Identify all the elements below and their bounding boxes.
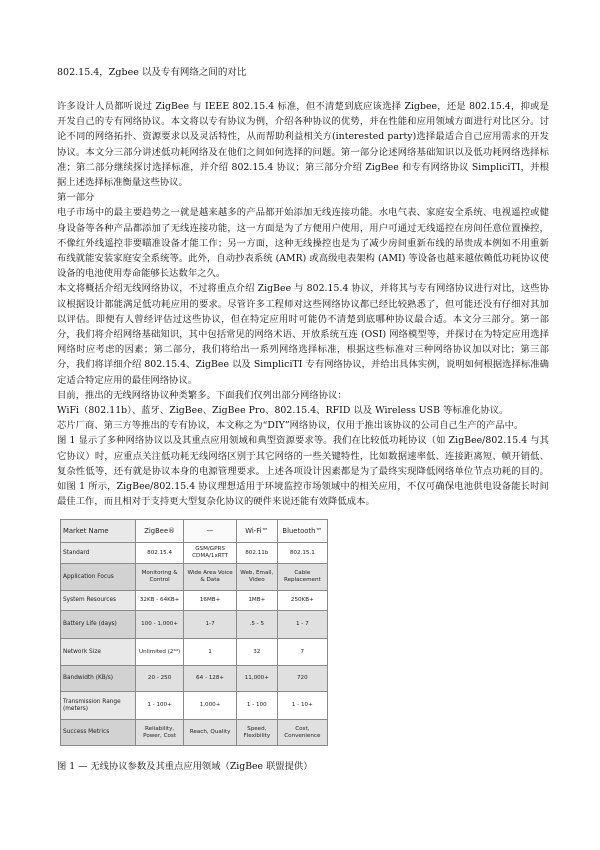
table-row	[61, 543, 328, 564]
table-cell: 1MB+	[236, 591, 277, 611]
table-row	[61, 611, 328, 639]
header-cellular: —	[184, 520, 237, 543]
document-title: 802.15.4，Zgbee 以及专有网络之间的对比	[57, 67, 247, 78]
table-cell: 1 - 7	[277, 611, 327, 639]
table-row	[61, 591, 328, 611]
figure-caption: 图 1 — 无线协议参数及其重点应用领域（ZigBee 联盟提供）	[57, 761, 313, 773]
table-cell: GSM/GPRS CDMA/1xRTT	[184, 543, 237, 564]
figure-1	[60, 519, 328, 746]
table-cell: Cable Replacement	[277, 564, 327, 591]
table-row	[61, 666, 328, 692]
table-cell: 16MB+	[184, 591, 237, 611]
row-label-application-focus: Application Focus	[61, 564, 136, 591]
header-wifi: Wi-Fi™	[236, 520, 277, 543]
table-cell: 7	[277, 639, 327, 666]
overview-paragraph: 本文将概括介绍无线网络协议，不过将重点介绍 ZigBee 与 802.15.4 协议，并将其与专有网络协议进行对比，这些协议根据设计都能满足低功耗应用的要求。尽管许多工程师对这些网络协议都已经比较熟悉了，但可能还没有仔细对其加以评估。即便有人曾经评估过这些协议，但在特定应用时可能仍不清楚到底哪种协议最合适。本文分三部分。第一部分，我们将介绍网络基础知识，其中包括常见的网络术语、开放系统互连 (OSI) 网络模型等，并探讨在为特定应用选择网络时应考虑的因素；第二部分，我们将给出一系列网络选择标准，根据这些标准对三种网络协议加以对比；第三部分，我们将详细介绍 802.15.4、ZigBee 以及 SimpliciTI 专有网络协议，并给出具体实例，说明如何根据选择标准确定适合特定应用的最佳网络协议。	[57, 283, 549, 386]
table-row	[61, 692, 328, 720]
table-cell: Reliability, Power, Cost	[136, 720, 184, 746]
table-cell: 1	[184, 639, 237, 666]
proprietary-protocols-line: 芯片厂商、第三方等推出的专有协议，本文称之为“DIY”网络协议，仅用于推出该协议的公司自己生产的产品中。	[57, 420, 524, 432]
table-cell: 802.15.1	[277, 543, 327, 564]
table-cell: 20 - 250	[136, 666, 184, 692]
standard-protocols-line: WiFi（802.11b）、蓝牙、ZigBee、ZigBee Pro、802.15.4、RFID 以及 Wireless USB 等标准化协议。	[57, 405, 509, 417]
table-cell: Monitoring & Control	[136, 564, 184, 591]
table-cell: 1 - 10+	[277, 692, 327, 720]
table-row	[61, 639, 328, 666]
document-page	[57, 66, 549, 783]
table-cell: 64 - 128+	[184, 666, 237, 692]
table-row	[61, 564, 328, 591]
protocol-comparison-table	[60, 519, 328, 746]
table-cell: 250KB+	[277, 591, 327, 611]
header-bluetooth: Bluetooth™	[277, 520, 327, 543]
market-trend-paragraph: 电子市场中的最主要趋势之一就是越来越多的产品都开始添加无线连接功能。水电气表、家庭安全系统、电视遥控或健身设备等各种产品都添加了无线连接功能，这一方面是为了方便用户使用，用户可通过无线遥控在房间任意位置操控，不像红外线遥控非要瞄准设备才能工作；另一方面，这种无线操控也是为了减少房间重新布线的昂贵成本例如不用重新布线就能安装家庭安全系统等。此外，自动抄表系统 (AMR) 或高级电表架构 (AMI) 等设备也越来越依赖低功耗协议使设备的电池使用寿命能够长达数年之久。	[57, 207, 549, 280]
table-cell: 1,000+	[184, 692, 237, 720]
table-row	[61, 720, 328, 746]
table-cell: Wide Area Voice & Data	[184, 564, 237, 591]
table-cell: .5 - 5	[236, 611, 277, 639]
row-label-success-metrics: Success Metrics	[61, 720, 136, 746]
table-cell: 11,000+	[236, 666, 277, 692]
row-label-system-resources: System Resources	[61, 591, 136, 611]
table-cell: Web, Email, Video	[236, 564, 277, 591]
table-cell: Reach, Quality	[184, 720, 237, 746]
table-cell: Cost, Convenience	[277, 720, 327, 746]
table-cell: 1 - 100	[236, 692, 277, 720]
table-cell: 100 - 1,000+	[136, 611, 184, 639]
intro-paragraph: 许多设计人员都听说过 ZigBee 与 IEEE 802.15.4 标准，但不清楚到底应该选择 Zigbee，还是 802.15.4，抑或是开发自己的专有网络协议。本文将以专有协议为例，介绍各种协议的优势，并在性能和应用领域方面进行对比区分。讨论不同的网络拓扑、资源要求以及灵活特性，从而帮助利益相关方(interested party)选择最适合自己应用需求的开发协议。本文分三部分讲述低功耗网络及在他们之间如何选择的问题。第一部分论述网络基础知识以及低功耗网络选择标准；第二部分继续探讨选择标准，并介绍 802.15.4 协议；第三部分介绍 ZigBee 和专有网络协议 SimpliciTI，并根据上述选择标准衡量这些协议。	[57, 101, 549, 189]
table-cell: 1-7	[184, 611, 237, 639]
table-cell: 802.11b	[236, 543, 277, 564]
row-label-battery-life: Battery Life (days)	[61, 611, 136, 639]
table-header-row	[61, 520, 328, 543]
header-zigbee: ZigBee®	[136, 520, 184, 543]
table-cell: 720	[277, 666, 327, 692]
protocol-list-intro: 目前，推出的无线网络协议种类繁多。下面我们仅列出部分网络协议：	[57, 389, 347, 401]
figure-discussion-paragraph: 图 1 显示了多种网络协议以及其重点应用领域和典型资源要求等。我们在比较低功耗协议（如 ZigBee/802.15.4 与其它协议）时，应重点关注低功耗无线网络区别于其它网络的一些关键特性，比如数据速率低、连接距离短、帧开销低、复杂性低等，还有就是协议本身的电源管理要求。上述各项设计因素都是为了最终实现降低网络单位节点功耗的目的。如图 1 所示，ZigBee/802.15.4 协议理想适用于环境监控市场领域中的相关应用，不仅可确保电池供电设备能长时间最佳工作，而且相对于支持更大型复杂化协议的硬件来说还能有效降低成本。	[57, 435, 549, 508]
row-label-network-size: Network Size	[61, 639, 136, 666]
table-cell: 1 - 100+	[136, 692, 184, 720]
row-label-bandwidth: Bandwidth (KB/s)	[61, 666, 136, 692]
table-cell: Speed, Flexibility	[236, 720, 277, 746]
table-cell: 32KB - 64KB+	[136, 591, 184, 611]
row-label-transmission-range: Transmission Range (meters)	[61, 692, 136, 720]
table-cell: Unlimited (2⁶⁴)	[136, 639, 184, 666]
section-heading-part-one: 第一部分	[57, 192, 95, 204]
header-market-name: Market Name	[61, 520, 136, 543]
table-cell: 802.15.4	[136, 543, 184, 564]
row-label-standard: Standard	[61, 543, 136, 564]
table-cell: 32	[236, 639, 277, 666]
